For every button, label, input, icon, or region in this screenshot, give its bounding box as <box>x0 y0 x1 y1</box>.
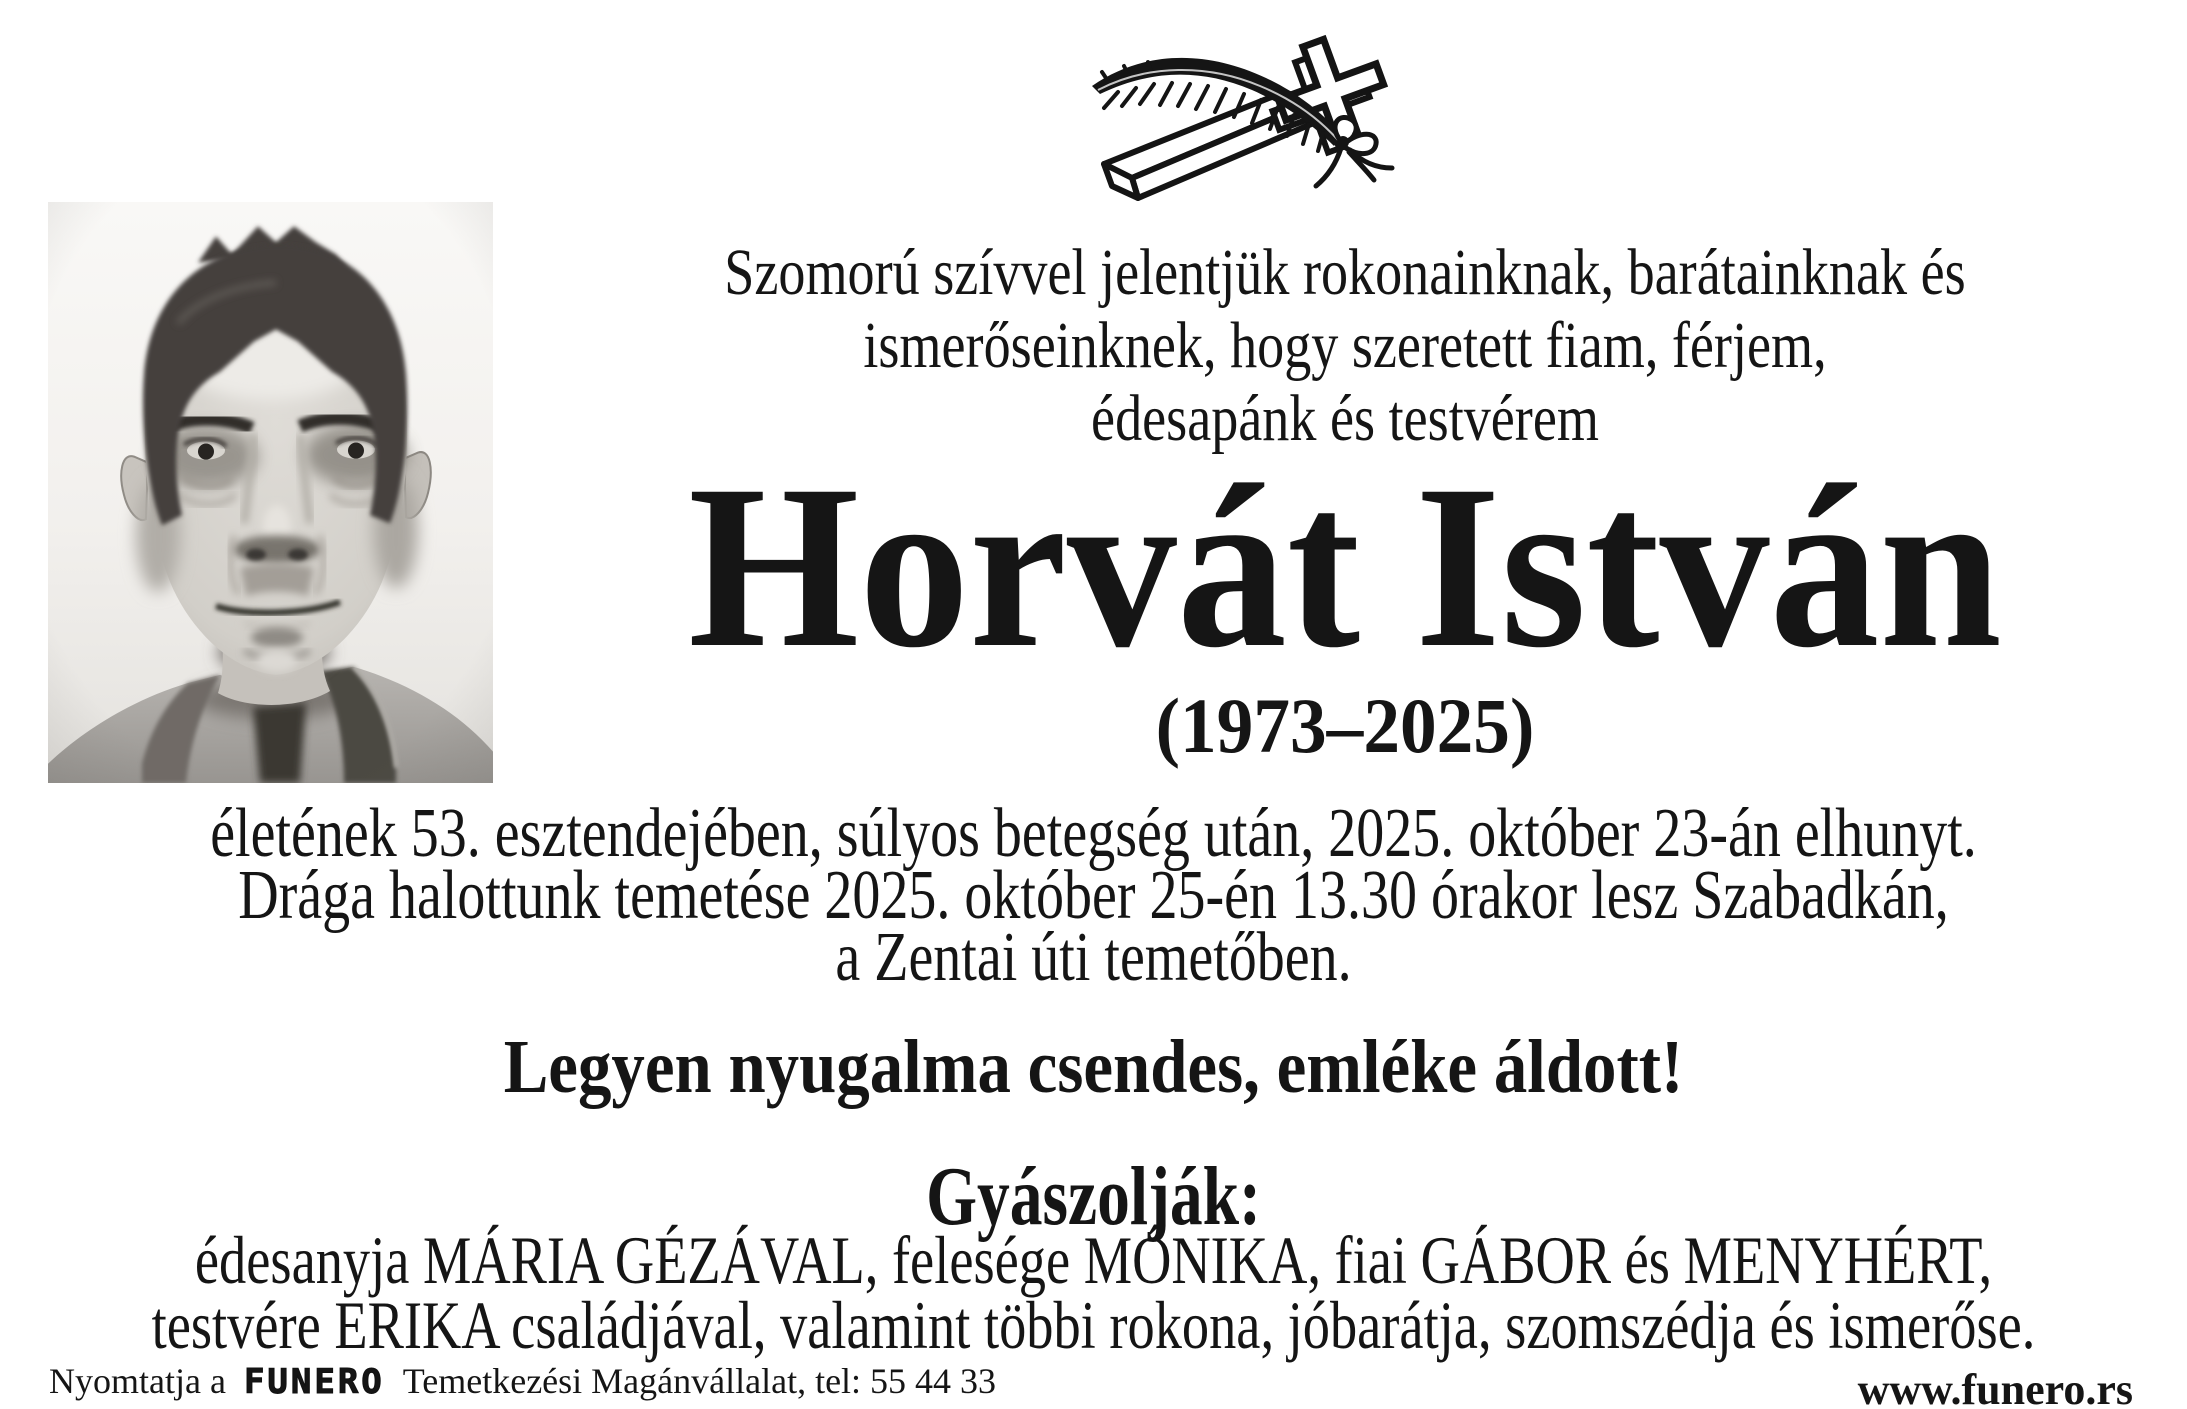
cross-palm-ribbon-icon <box>1088 28 1410 208</box>
intro-line: édesapánk és testvérem <box>1091 382 1599 455</box>
mourners-list <box>151 1222 2036 1363</box>
mourners-line: édesanyja MÁRIA GÉZÁVAL, felesége MÓNIKA, fiai GÁBOR és MENYHÉRT, <box>194 1222 1993 1298</box>
intro-line: ismerőseinknek, hogy szeretett fiam, férjem, <box>863 309 1827 382</box>
funeral-details <box>210 795 1977 996</box>
deceased-portrait-photo <box>48 202 493 783</box>
life-years: (1973–2025) <box>1155 682 1535 769</box>
printer-credit-prefix: Nyomtatja a <box>49 1361 226 1401</box>
cross-palm-ribbon-icon <box>1088 28 1410 208</box>
deceased-name: Horvát István <box>688 436 2002 696</box>
website-url: www.funero.rs <box>1857 1365 2133 1409</box>
intro-line: Szomorú szívvel jelentjük rokonainknak, barátainknak és <box>724 236 1966 309</box>
portrait-photo-image <box>48 202 493 783</box>
funeral-details-line: Drága halottunk temetése 2025. október 25-én 13.30 órakor lesz Szabadkán, <box>238 857 1949 934</box>
announcement-intro <box>697 236 1993 455</box>
funeral-details-line: a Zentai úti temetőben. <box>835 919 1352 996</box>
farewell-line: Legyen nyugalma csendes, emléke áldott! <box>503 1025 1684 1109</box>
printer-credit <box>49 1360 996 1402</box>
mourners-heading: Gyászolják: <box>926 1150 1261 1243</box>
funeral-details-line: életének 53. esztendejében, súlyos betegség után, 2025. október 23-án elhunyt. <box>210 795 1977 872</box>
printer-credit-suffix: Temetkezési Magánvállalat, tel: 55 44 33 <box>402 1361 997 1401</box>
mourners-line: testvére ERIKA családjával, valamint többi rokona, jóbarátja, szomszédja és ismerőse. <box>151 1287 2036 1363</box>
funero-logo: FUNERO <box>243 1362 385 1402</box>
